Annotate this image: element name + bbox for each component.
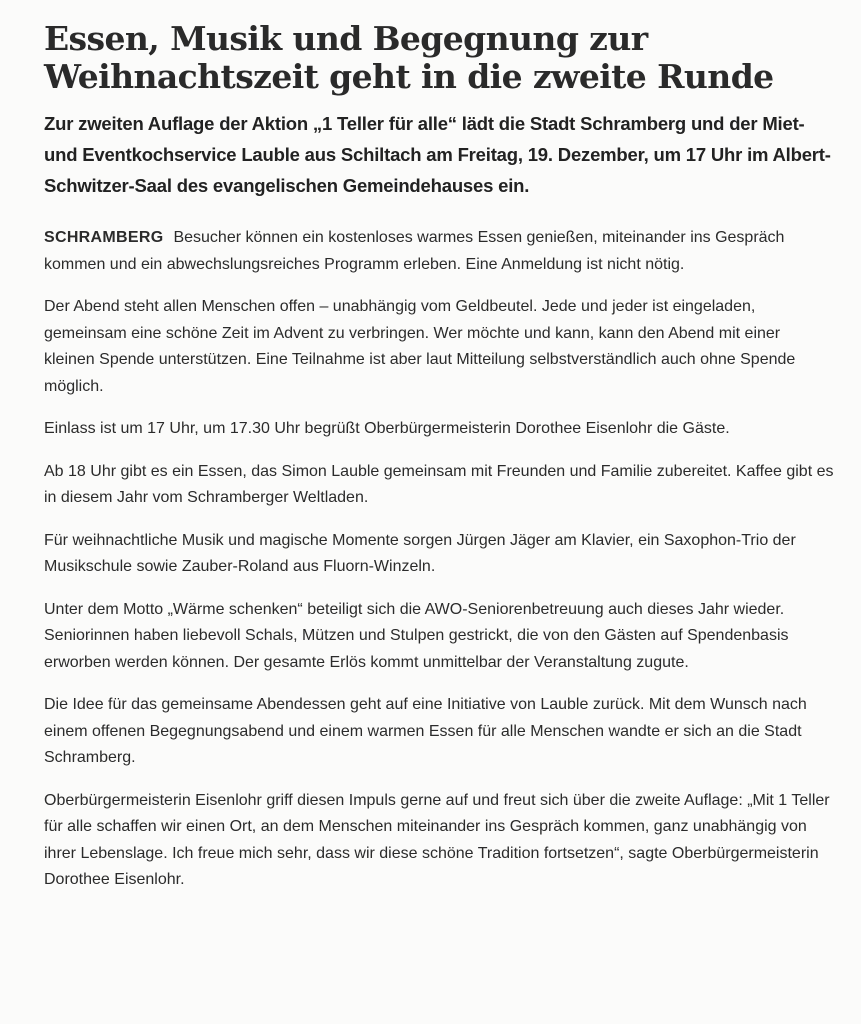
body-paragraph-4: Ab 18 Uhr gibt es ein Essen, das Simon Lauble gemeinsam mit Freunden und Familie zubereitet. Kaffee gibt es in diesem Jahr vom Schramberger Weltladen.: [44, 462, 834, 506]
body-paragraph-1-text: Besucher können ein kostenloses warmes Essen genießen, miteinander ins Gespräch kommen und ein abwechslungsreiches Programm erleben. Eine Anmeldung ist nicht nötig.: [44, 229, 785, 273]
headline-line-1: Essen, Musik und Begegnung zur: [44, 19, 648, 58]
body-paragraph-2: Der Abend steht allen Menschen offen – unabhängig vom Geldbeutel. Jede und jeder ist eingeladen, gemeinsam eine schöne Zeit im Advent zu verbringen. Wer möchte und kann, kann den Abend mit einer kleinen Spende unterstützen. Eine Teilnahme ist aber laut Mitteilung selbstverständlich auch ohne Spende möglich.: [44, 298, 796, 395]
lead-paragraph: Zur zweiten Auflage der Aktion „1 Teller für alle“ lädt die Stadt Schramberg und der Miet- und Eventkochservice Lauble aus Schiltach am Freitag, 19. Dezember, um 17 Uhr im Albert-Schwitzer-Saal des evangelischen Gemeindehauses ein.: [44, 113, 831, 196]
article: [44, 20, 834, 910]
body-paragraph-5: Für weihnachtliche Musik und magische Momente sorgen Jürgen Jäger am Klavier, ein Saxophon-Trio der Musikschule sowie Zauber-Roland aus Fluorn-Winzeln.: [44, 531, 796, 575]
body-paragraph-6: Unter dem Motto „Wärme schenken“ beteiligt sich die AWO-Seniorenbetreuung auch dieses Jahr wieder. Seniorinnen haben liebevoll Schals, Mützen und Stulpen gestrickt, die von den Gästen auf Spendenbasis erworben werden können. Der gesamte Erlös kommt unmittelbar der Veranstaltung zugute.: [44, 600, 789, 671]
body-paragraph-1: [44, 225, 834, 278]
dateline: SCHRAMBERG: [44, 229, 164, 246]
article-body: [44, 225, 834, 894]
headline: [44, 20, 834, 96]
headline-line-2: Weihnachtszeit geht in die zweite Runde: [44, 57, 774, 96]
body-paragraph-3: Einlass ist um 17 Uhr, um 17.30 Uhr begrüßt Oberbürgermeisterin Dorothee Eisenlohr die Gäste.: [44, 420, 730, 437]
body-paragraph-7: Die Idee für das gemeinsame Abendessen geht auf eine Initiative von Lauble zurück. Mit dem Wunsch nach einem offenen Begegnungsabend und einem warmen Essen für alle Menschen wandte er sich an die Stadt Schramberg.: [44, 696, 807, 766]
body-paragraph-8: Oberbürgermeisterin Eisenlohr griff diesen Impuls gerne auf und freut sich über die zweite Auflage: „Mit 1 Teller für alle schaffen wir einen Ort, an dem Menschen miteinander ins Gespräch kommen, ganz unabhängig von ihrer Lebenslage. Ich freue mich sehr, dass wir diese schöne Tradition fortsetzen“, sagte Oberbürgermeisterin Dorothee Eisenlohr.: [44, 791, 830, 888]
